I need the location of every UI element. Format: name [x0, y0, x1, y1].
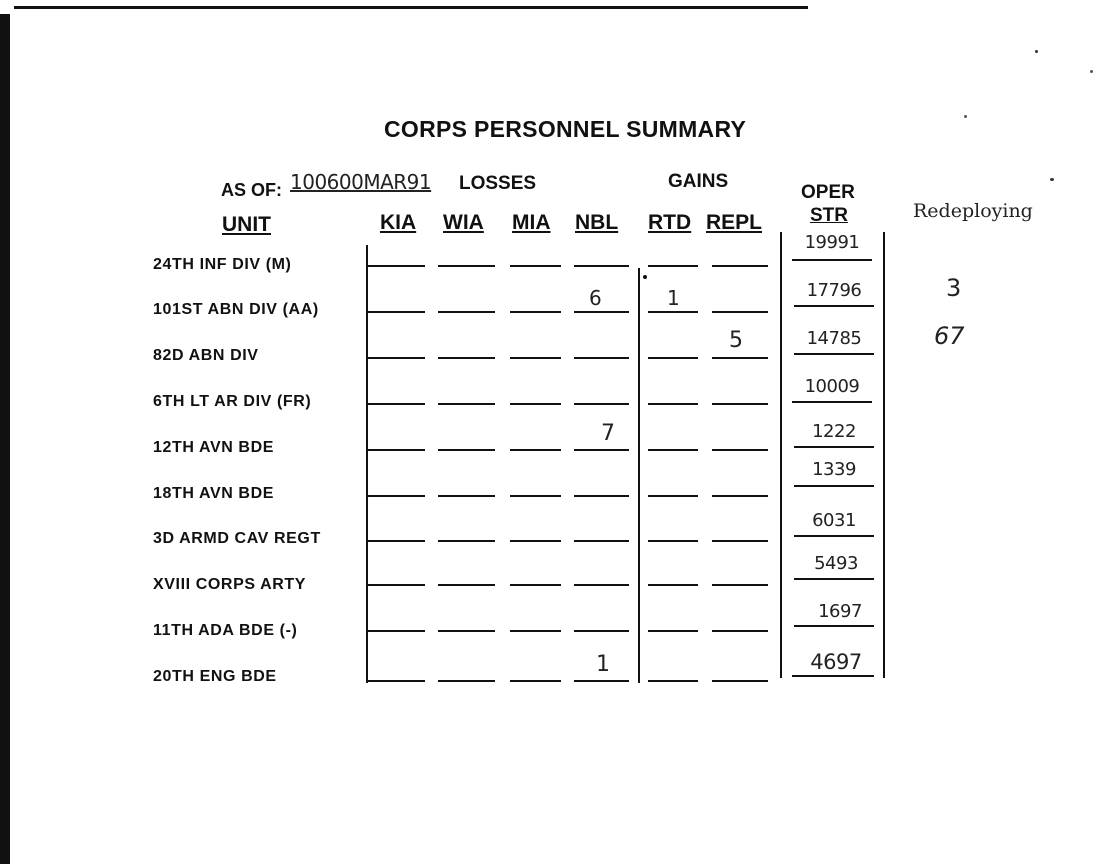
wia-blank — [438, 357, 495, 359]
wia-blank — [438, 540, 495, 542]
nbl-value: 7 — [601, 421, 615, 446]
wia-blank — [438, 495, 495, 497]
repl-column-header: REPL — [706, 211, 763, 234]
gains-header: GAINS — [668, 171, 729, 192]
rtd-blank — [648, 265, 698, 267]
as-of-value: 100600MAR91 — [290, 170, 432, 194]
unit-name: 11TH ADA BDE (-) — [153, 622, 298, 639]
kia-blank — [368, 680, 425, 682]
rtd-blank — [648, 357, 698, 359]
rtd-blank — [648, 311, 698, 313]
rtd-column-header: RTD — [648, 211, 692, 234]
unit-name: 82D ABN DIV — [153, 347, 259, 364]
wia-blank — [438, 311, 495, 313]
wia-blank — [438, 584, 495, 586]
str-blank — [794, 578, 874, 580]
nbl-column-header: NBL — [575, 211, 619, 234]
nbl-blank — [574, 449, 629, 451]
rtd-blank — [648, 403, 698, 405]
page-title: CORPS PERSONNEL SUMMARY — [384, 116, 747, 142]
str-blank — [794, 625, 874, 627]
repl-blank — [712, 495, 768, 497]
kia-blank — [368, 311, 425, 313]
mia-blank — [510, 680, 561, 682]
unit-name: 20TH ENG BDE — [153, 668, 277, 685]
nbl-blank — [574, 680, 629, 682]
rtd-blank — [648, 584, 698, 586]
scan-speck — [643, 275, 647, 279]
kia-blank — [368, 495, 425, 497]
oper-str-value: 6031 — [812, 510, 856, 531]
as-of-label: AS OF: — [221, 180, 282, 200]
nbl-blank — [574, 311, 629, 313]
oper-str-value: 4697 — [810, 650, 862, 674]
kia-blank — [368, 584, 425, 586]
mia-blank — [510, 495, 561, 497]
str-blank — [794, 535, 874, 537]
str-blank — [794, 446, 874, 448]
oper-header: OPER — [801, 182, 855, 203]
wia-blank — [438, 403, 495, 405]
kia-column-header: KIA — [380, 211, 417, 234]
unit-name: 6TH LT AR DIV (FR) — [153, 393, 312, 410]
unit-name: 12TH AVN BDE — [153, 439, 274, 456]
right-vertical-rule — [883, 232, 885, 678]
unit-name: XVIII CORPS ARTY — [153, 576, 307, 593]
mia-blank — [510, 265, 561, 267]
unit-name: 18TH AVN BDE — [153, 485, 274, 502]
str-blank — [792, 259, 872, 261]
left-scan-border — [0, 14, 10, 864]
str-blank — [794, 353, 874, 355]
wia-blank — [438, 630, 495, 632]
mia-column-header: MIA — [512, 211, 551, 234]
scan-speck — [1090, 70, 1093, 73]
wia-blank — [438, 449, 495, 451]
mia-blank — [510, 311, 561, 313]
repl-blank — [712, 357, 768, 359]
top-border — [14, 6, 808, 9]
rtd-blank — [648, 540, 698, 542]
oper-str-value: 1222 — [812, 421, 856, 442]
unit-name: 24TH INF DIV (M) — [153, 256, 292, 273]
kia-blank — [368, 357, 425, 359]
repl-blank — [712, 265, 768, 267]
oper-str-value: 14785 — [806, 328, 862, 349]
repl-blank — [712, 449, 768, 451]
mia-blank — [510, 357, 561, 359]
wia-blank — [438, 680, 495, 682]
mia-blank — [510, 630, 561, 632]
oper-str-value: 17796 — [806, 280, 862, 301]
rtd-blank — [648, 630, 698, 632]
repl-blank — [712, 311, 768, 313]
kia-blank — [368, 403, 425, 405]
nbl-value: 1 — [596, 652, 610, 677]
repl-blank — [712, 540, 768, 542]
nbl-value: 6 — [589, 286, 602, 310]
kia-blank — [368, 265, 425, 267]
mia-blank — [510, 584, 561, 586]
nbl-blank — [574, 357, 629, 359]
nbl-blank — [574, 403, 629, 405]
nbl-blank — [574, 495, 629, 497]
gains-oper-divider — [780, 232, 782, 678]
oper-str-value: 1697 — [818, 601, 862, 622]
nbl-blank — [574, 265, 629, 267]
losses-header: LOSSES — [459, 173, 537, 194]
repl-value: 5 — [729, 328, 743, 353]
str-column-header: STR — [810, 205, 848, 226]
str-blank — [794, 305, 874, 307]
scan-speck — [964, 115, 967, 118]
kia-blank — [368, 630, 425, 632]
nbl-blank — [574, 630, 629, 632]
oper-str-value: 19991 — [804, 232, 860, 253]
str-blank — [792, 401, 872, 403]
kia-blank — [368, 540, 425, 542]
kia-blank — [368, 449, 425, 451]
mia-blank — [510, 540, 561, 542]
oper-str-value: 10009 — [804, 376, 860, 397]
scan-speck — [1035, 50, 1038, 53]
oper-str-value: 5493 — [814, 553, 858, 574]
oper-str-value: 1339 — [812, 459, 856, 480]
str-blank — [794, 485, 874, 487]
redeploying-header: Redeploying — [913, 200, 1033, 222]
losses-gains-divider — [638, 268, 640, 683]
repl-blank — [712, 584, 768, 586]
str-blank — [792, 675, 874, 677]
repl-blank — [712, 680, 768, 682]
rtd-blank — [648, 495, 698, 497]
rtd-value: 1 — [667, 286, 680, 310]
scan-speck — [1050, 178, 1054, 181]
nbl-blank — [574, 584, 629, 586]
mia-blank — [510, 403, 561, 405]
unit-name: 101ST ABN DIV (AA) — [153, 301, 319, 318]
wia-column-header: WIA — [443, 211, 484, 234]
rtd-blank — [648, 449, 698, 451]
nbl-blank — [574, 540, 629, 542]
repl-blank — [712, 403, 768, 405]
unit-name: 3D ARMD CAV REGT — [153, 530, 321, 547]
redeploying-value: 67 — [934, 322, 965, 350]
unit-column-header: UNIT — [222, 213, 271, 236]
repl-blank — [712, 630, 768, 632]
rtd-blank — [648, 680, 698, 682]
wia-blank — [438, 265, 495, 267]
redeploying-value: 3 — [946, 274, 962, 302]
mia-blank — [510, 449, 561, 451]
